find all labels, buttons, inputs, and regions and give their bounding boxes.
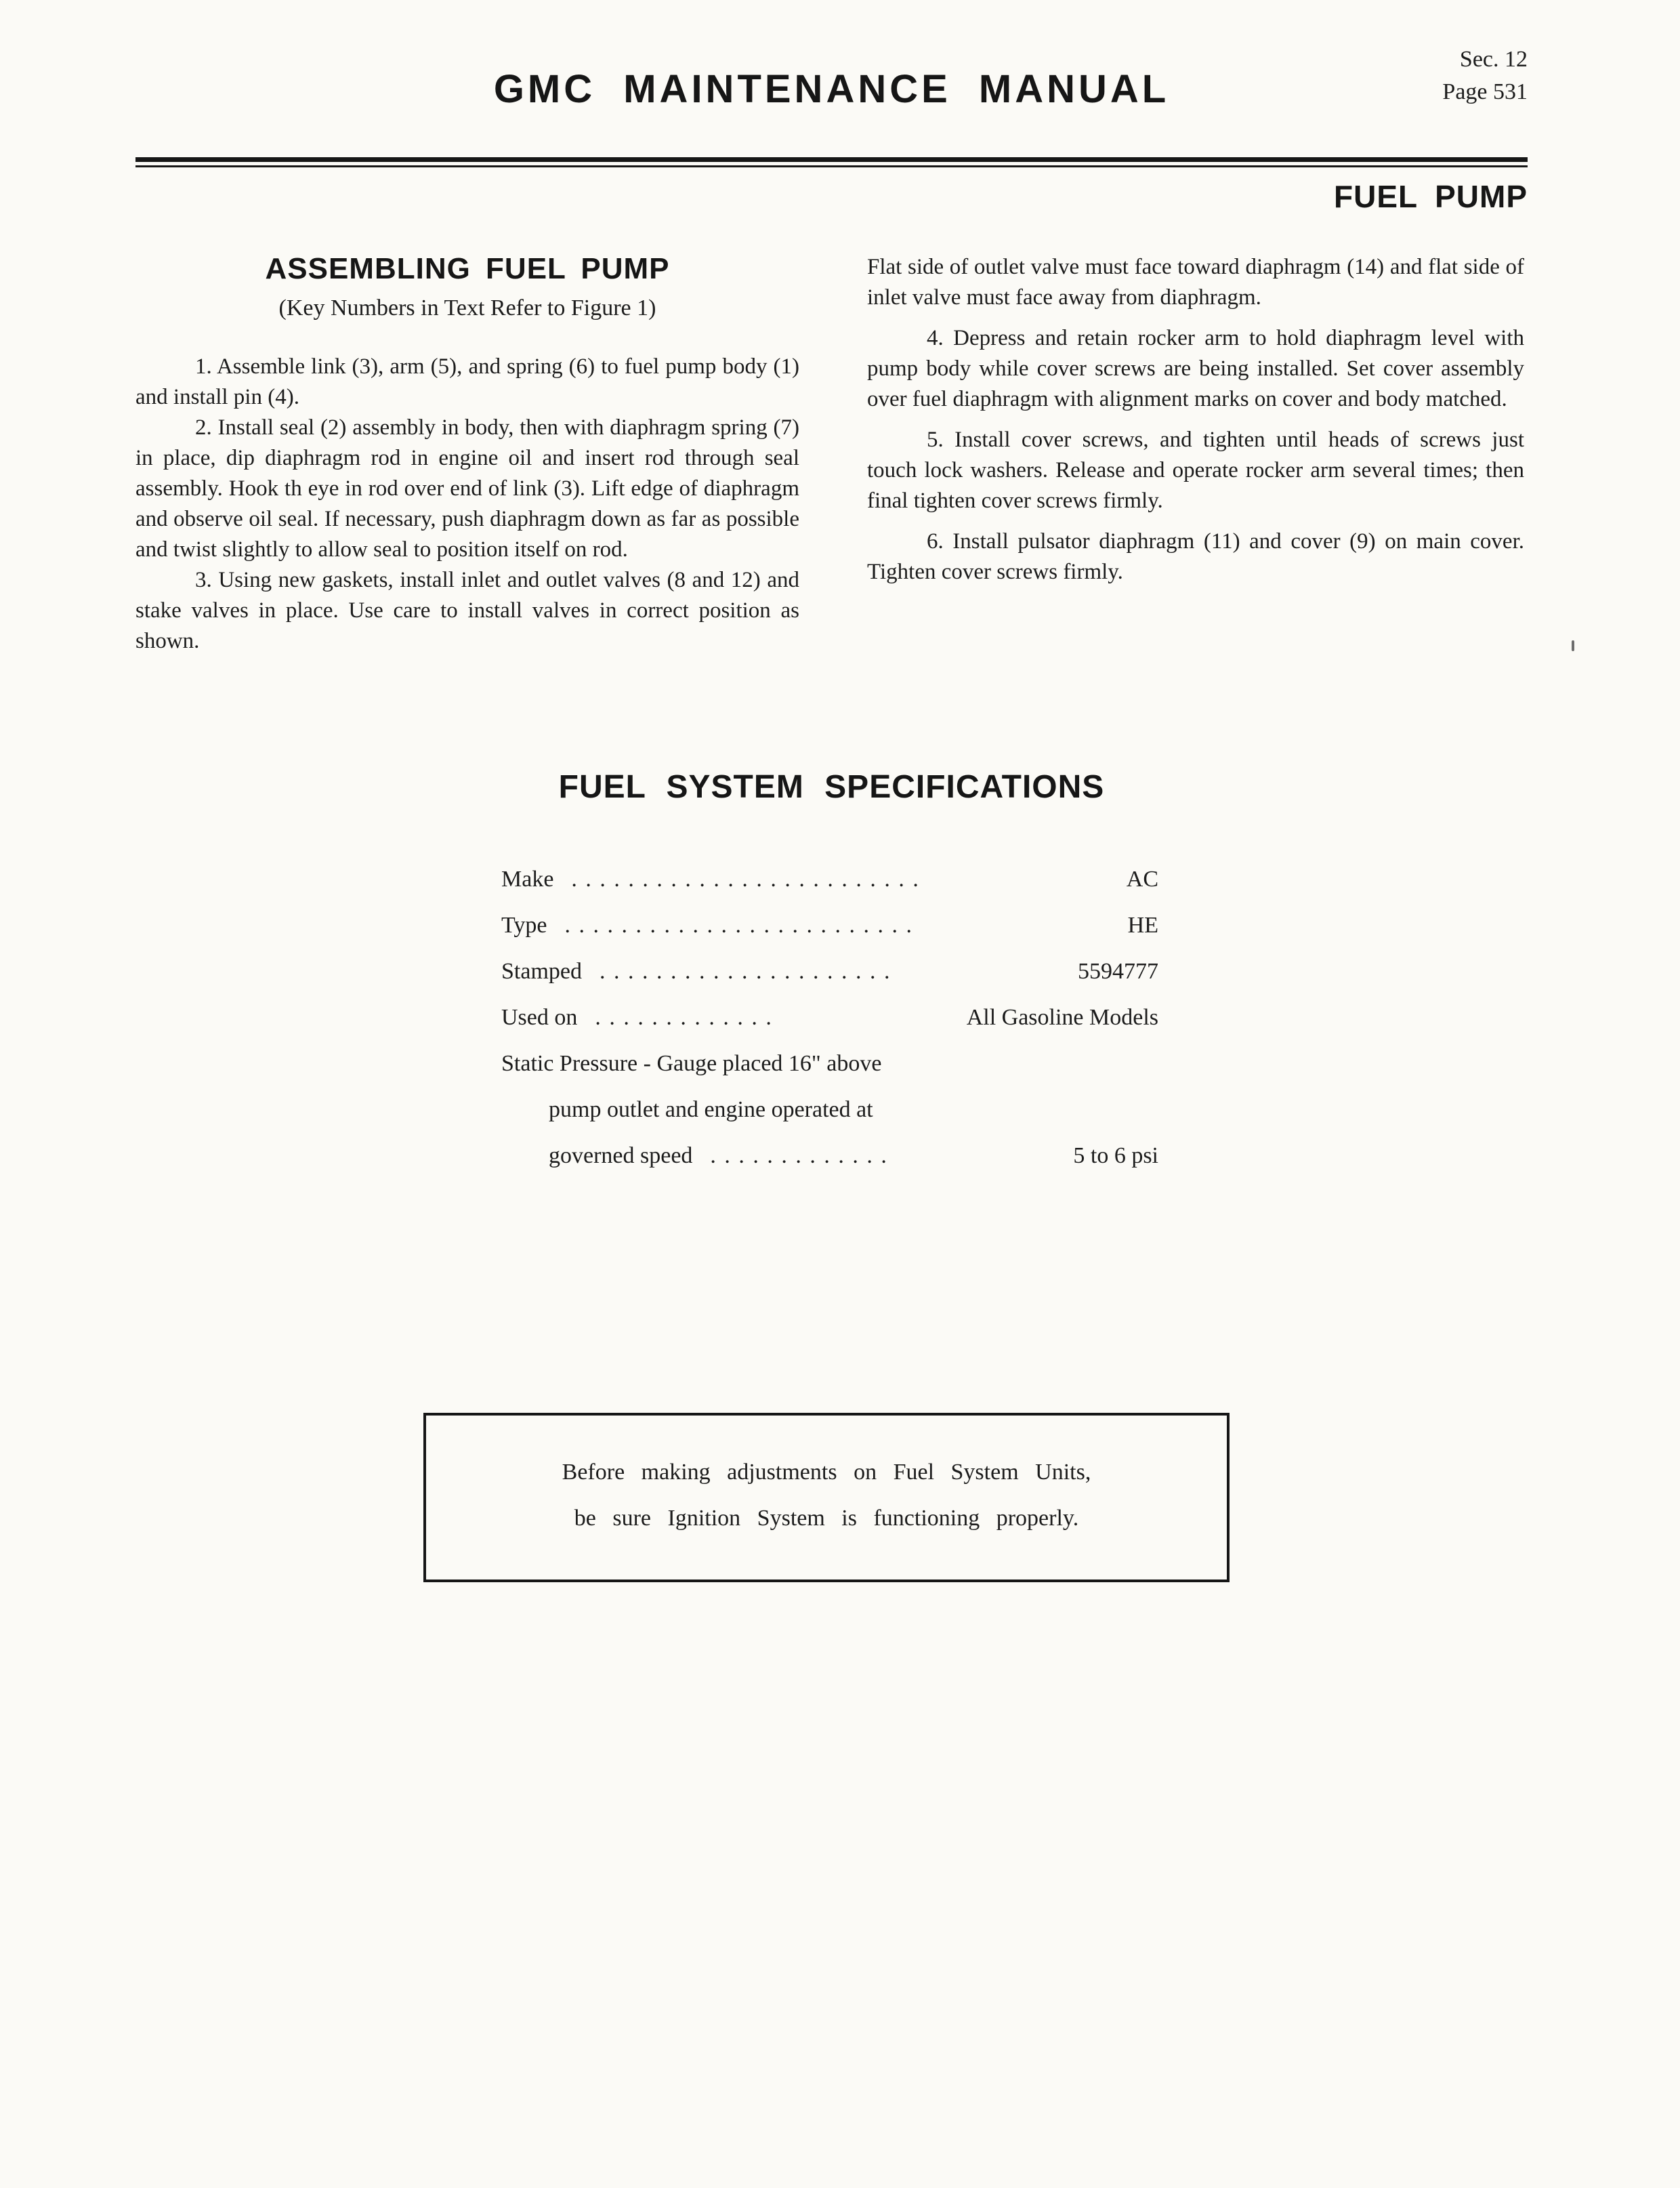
two-column-body [135, 252, 1528, 657]
paragraph-step-5: 5. Install cover screws, and tighten until heads of screws just touch lock washers. Release and operate rocker arm several times; then final tighten cover screws firmly. [867, 428, 1524, 513]
scan-artifact [1572, 640, 1574, 651]
spec-label: Make [501, 867, 554, 892]
paragraph-step-1: 1. Assemble link (3), arm (5), and spring (6) to fuel pump body (1) and install pin (4). [135, 354, 799, 409]
specs-table [501, 856, 1158, 1179]
dot-leader: . . . . . . . . . . . . . . . . . . . . . [599, 959, 891, 984]
header-meta [1442, 43, 1528, 108]
static-pressure-line-2: pump outlet and engine operated at [549, 1097, 873, 1122]
spec-row-type [501, 903, 1158, 949]
page-header [135, 43, 1528, 145]
spec-row-governed-speed [501, 1133, 1158, 1179]
spec-left [549, 1133, 888, 1179]
spec-value: All Gasoline Models [966, 1005, 1158, 1030]
dot-leader: . . . . . . . . . . . . . . . . . . . . . . . . . [571, 867, 920, 892]
spec-left [501, 995, 773, 1041]
paragraph-step-2: 2. Install seal (2) assembly in body, then with diaphragm spring (7) in place, dip diaphragm rod in engine oil and insert rod through seal assembly. Hook th eye in rod over end of link (3). Lift edge of diaphragm and observe oil seal. If necessary, push diaphragm down as far as possible and twist slightly to allow seal to position itself on rod. [135, 415, 799, 562]
spec-label: Used on [501, 1005, 578, 1030]
page-number: Page 531 [1442, 79, 1528, 104]
spec-value: HE [1127, 913, 1158, 938]
static-pressure-line-1: Static Pressure - Gauge placed 16" above [501, 1051, 882, 1076]
paragraph-step-3: 3. Using new gaskets, install inlet and outlet valves (8 and 12) and stake valves in place. Use care to install valves in correct position as shown. [135, 568, 799, 653]
section-number: Sec. 12 [1459, 47, 1528, 72]
caution-note-box [423, 1413, 1230, 1582]
section-heading: ASSEMBLING FUEL PUMP [265, 252, 670, 285]
dot-leader: . . . . . . . . . . . . . [595, 1005, 773, 1030]
specs-heading: FUEL SYSTEM SPECIFICATIONS [558, 769, 1105, 805]
spec-label: Stamped [501, 959, 582, 984]
left-column [135, 252, 799, 657]
spec-left [501, 856, 920, 903]
paragraph-step-4: 4. Depress and retain rocker arm to hold diaphragm level with pump body while cover screws are being installed. Set cover assembly over fuel diaphragm with alignment marks on cover and body matched. [867, 326, 1524, 411]
chapter-title: FUEL PUMP [1334, 179, 1528, 214]
note-line-2: be sure Ignition System is functioning properly. [574, 1506, 1079, 1531]
left-paragraphs [135, 352, 799, 657]
spec-value: 5594777 [1078, 959, 1158, 984]
right-column [867, 252, 1524, 657]
spec-value: 5 to 6 psi [1073, 1143, 1158, 1168]
section-subheading: (Key Numbers in Text Refer to Figure 1) [278, 295, 656, 321]
manual-title: GMC MAINTENANCE MANUAL [493, 67, 1170, 111]
spec-label: Type [501, 913, 547, 938]
dot-leader: . . . . . . . . . . . . . [710, 1143, 888, 1168]
spec-row-stamped [501, 949, 1158, 995]
header-rule [135, 157, 1528, 167]
paragraph-continuation: Flat side of outlet valve must face toward diaphragm (14) and flat side of inlet valve must face away from diaphragm. [867, 255, 1524, 310]
spec-row-make [501, 856, 1158, 903]
spec-label: governed speed [549, 1143, 693, 1168]
spec-value: AC [1126, 867, 1158, 892]
dot-leader: . . . . . . . . . . . . . . . . . . . . . . . . . [564, 913, 913, 938]
paragraph-step-6: 6. Install pulsator diaphragm (11) and cover (9) on main cover. Tighten cover screws firmly. [867, 529, 1524, 584]
note-line-1: Before making adjustments on Fuel System Units, [562, 1460, 1091, 1485]
spec-left [501, 949, 891, 995]
spec-row-used-on [501, 995, 1158, 1041]
spec-left [501, 903, 913, 949]
